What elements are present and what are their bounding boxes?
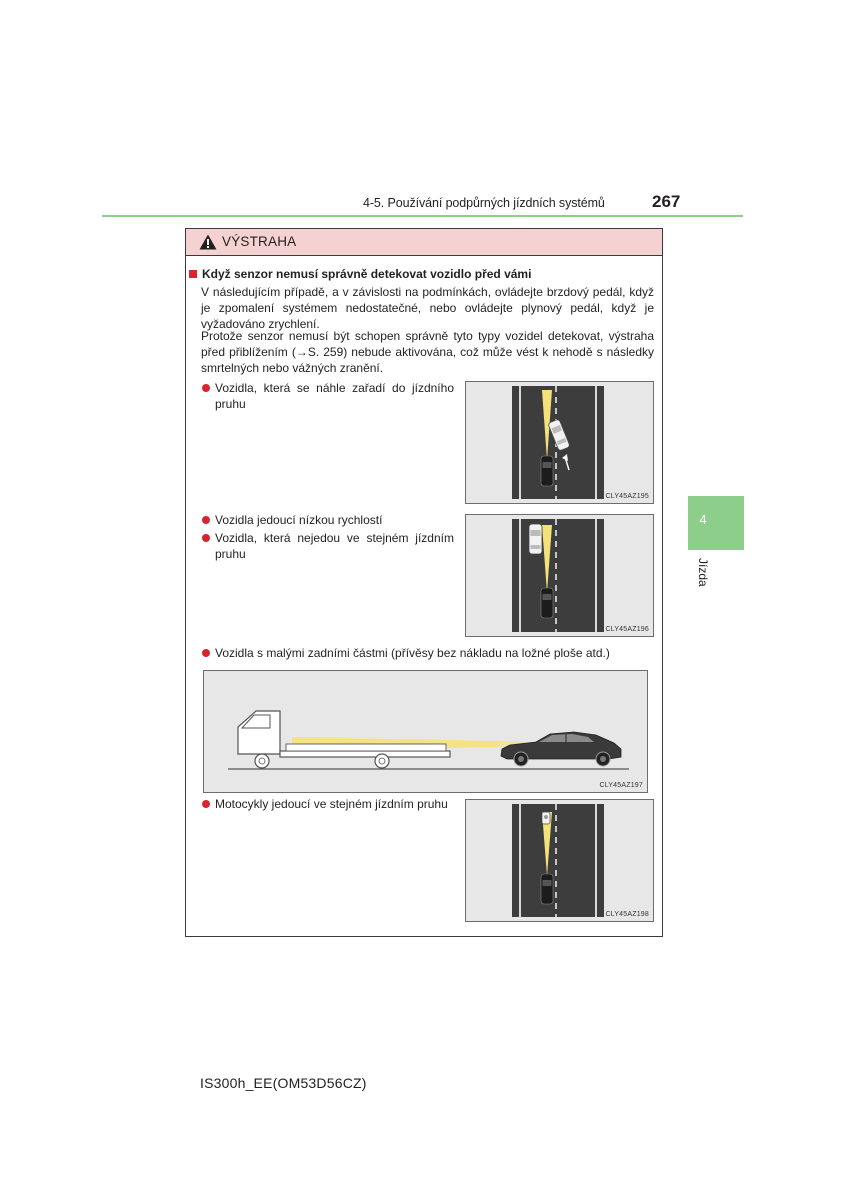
bullet-dot-icon [202, 800, 210, 808]
warning-title: VÝSTRAHA [222, 234, 297, 249]
figure-slow-vehicle [465, 514, 654, 637]
slow-vehicle-illustration [466, 515, 653, 636]
header-divider [102, 215, 743, 217]
warning-subheading [189, 267, 531, 281]
figure-code: CLY45AZ197 [599, 782, 643, 789]
truck-illustration [204, 671, 647, 792]
warning-triangle-icon [199, 234, 217, 250]
square-bullet-icon [189, 270, 197, 278]
bullet-item: Vozidla jedoucí nízkou rychlostí [202, 512, 454, 528]
warning-box [185, 228, 663, 937]
motorcycle-illustration [466, 800, 653, 921]
figure-code: CLY45AZ195 [605, 493, 649, 500]
paragraph-conditions: V následujícím případě, a v závislosti na podmínkách, ovládejte brzdový pedál, když je zpomalení systémem nedostatečné, nebo ovládejte plynový pedál, když je vyžadováno zrychlení. [201, 285, 654, 331]
paragraph-consequence: Protože senzor nemusí být schopen správně tyto typy vozidel detekovat, výstraha před přiblížením (→S. 259) nebude aktivována, což může vést k nehodě s následky smrtelných nebo vážných zranění. [201, 329, 654, 375]
figure-code: CLY45AZ196 [605, 626, 649, 633]
warning-header [186, 229, 662, 256]
figure-cut-in-vehicle [465, 381, 654, 504]
figure-code: CLY45AZ198 [605, 911, 649, 918]
figure-motorcycle [465, 799, 654, 922]
bullet-item: Vozidla, která se náhle zařadí do jízdního pruhu [202, 380, 454, 412]
bullet-item: Motocykly jedoucí ve stejném jízdním pruhu [202, 796, 454, 812]
page-number: 267 [652, 192, 681, 211]
figure-low-rear-vehicle [203, 670, 648, 793]
bullet-dot-icon [202, 649, 210, 657]
section-title: 4-5. Používání podpůrných jízdních systémů [363, 196, 605, 210]
bullet-dot-icon [202, 534, 210, 542]
bullet-dot-icon [202, 384, 210, 392]
bullet-item: Vozidla, která nejedou ve stejném jízdním pruhu [202, 530, 454, 562]
cut-in-illustration [466, 382, 653, 503]
chapter-label: Jízda [696, 558, 710, 587]
chapter-tab [688, 496, 744, 550]
model-code: IS300h_EE(OM53D56CZ) [200, 1075, 367, 1091]
subheading-text: Když senzor nemusí správně detekovat vozidlo před vámi [202, 267, 532, 281]
chapter-number: 4 [699, 512, 707, 527]
bullet-item: Vozidla s malými zadními částmi (přívěsy bez nákladu na ložné ploše atd.) [202, 645, 642, 661]
bullet-dot-icon [202, 516, 210, 524]
